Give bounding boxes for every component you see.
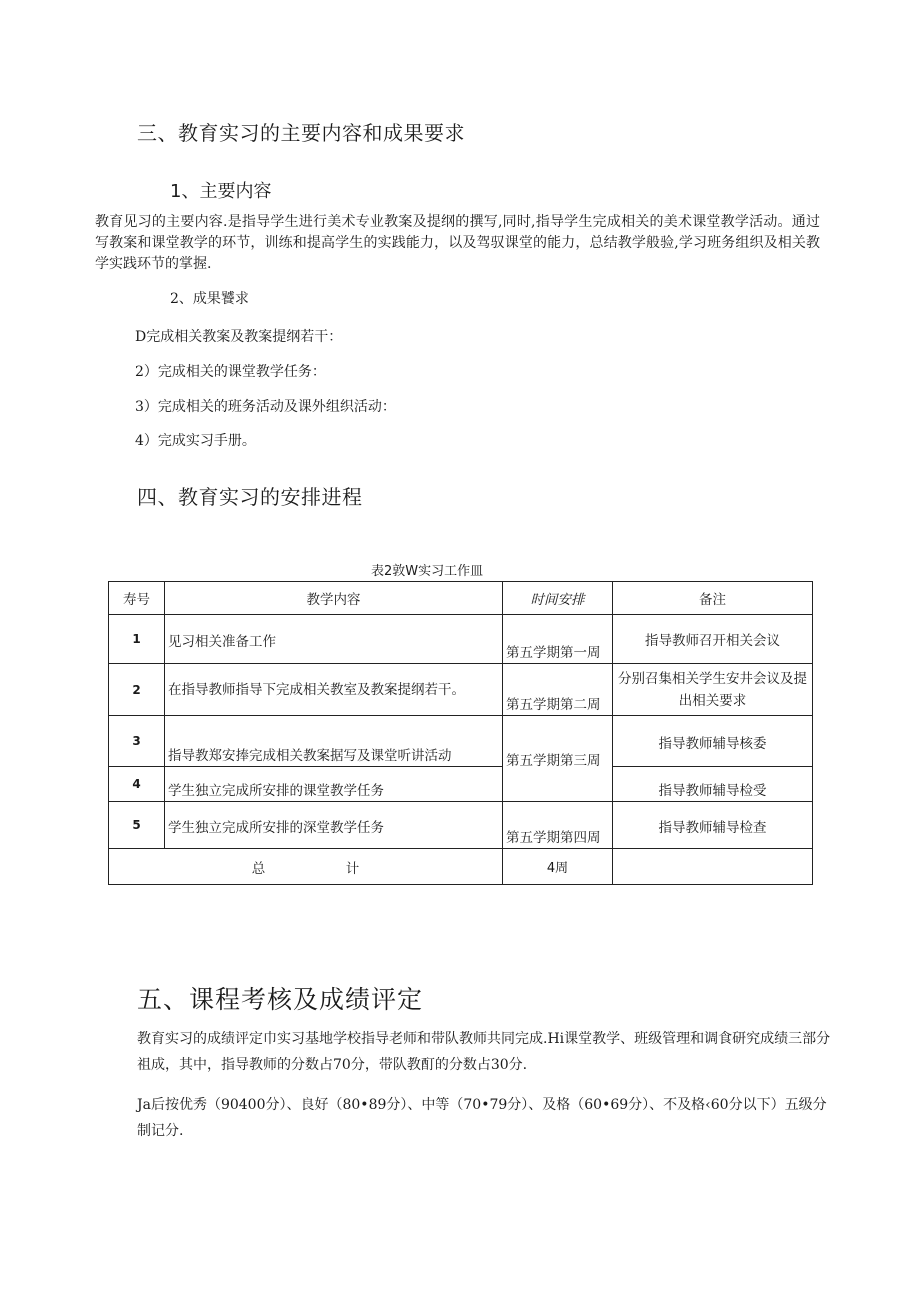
schedule-table bbox=[108, 581, 813, 885]
section-5-title: 五、课程考核及成绩评定 bbox=[137, 985, 424, 1014]
row-note: 分别召集相关学生安井会议及提出相关要求 bbox=[613, 664, 813, 716]
row-time: 第五学期第三周 bbox=[503, 716, 613, 802]
section-3-subtitle-results: 2、成果饕求 bbox=[170, 291, 249, 307]
total-label-2: 计 bbox=[345, 860, 360, 877]
result-item-3: 3）完成相关的班务活动及课外组织活动： bbox=[135, 399, 396, 415]
total-note bbox=[613, 849, 813, 885]
header-note: 备注 bbox=[613, 582, 813, 615]
row-note: 指导教师辅导核委 bbox=[613, 716, 813, 767]
header-content: 教学内容 bbox=[165, 582, 503, 615]
row-time: 第五学期第二周 bbox=[503, 664, 613, 716]
row-content: 学生独立完成所安排的深堂教学任务 bbox=[165, 802, 503, 849]
row-note: 指导教师召开相关会议 bbox=[613, 615, 813, 664]
row-number: 3 bbox=[109, 716, 165, 767]
table-header-row bbox=[109, 582, 813, 615]
section-3-subtitle-content: 1、主要内容 bbox=[170, 181, 272, 202]
result-item-4: 4）完成实习手册。 bbox=[135, 433, 256, 449]
header-number: 寿号 bbox=[109, 582, 165, 615]
table-total-row bbox=[109, 849, 813, 885]
row-time: 第五学期第四周 bbox=[503, 802, 613, 849]
row-number: 2 bbox=[109, 664, 165, 716]
row-note: 指导教师辅导检受 bbox=[613, 767, 813, 802]
table-row bbox=[109, 767, 813, 802]
row-number: 5 bbox=[109, 802, 165, 849]
result-item-2: 2）完成相关的课堂教学任务： bbox=[135, 364, 326, 380]
row-number: 1 bbox=[109, 615, 165, 664]
section-4-title: 四、教育实习的安排进程 bbox=[137, 485, 363, 509]
result-item-1: D完成相关教案及教案提纲若干： bbox=[135, 329, 343, 345]
row-content: 学生独立完成所安排的课堂教学任务 bbox=[165, 767, 503, 802]
row-content: 见习相关准备工作 bbox=[165, 615, 503, 664]
row-note: 指导教师辅导检查 bbox=[613, 802, 813, 849]
grading-paragraph-1: 教育实习的成绩评定巾实习基地学校指导老师和带队教师共同完成.Hi课堂教学、班级管理和调食研究成绩三部分祖成，其中，指导教师的分数占70分，带队教酊的分数占30分. bbox=[137, 1031, 831, 1073]
header-time: 时间安排 bbox=[503, 582, 613, 615]
total-value: 4周 bbox=[503, 849, 613, 885]
section-3-title: 三、教育实习的主要内容和成果要求 bbox=[137, 121, 465, 145]
total-label-1: 总 bbox=[251, 860, 266, 877]
table-row bbox=[109, 716, 813, 767]
grading-paragraph-2: Ja后按优秀（90400分）、良好（80•89分）、中等（70•79分）、及格（60•69分）、不及格‹60分以下）五级分制记分. bbox=[137, 1097, 827, 1139]
table-row bbox=[109, 615, 813, 664]
main-content-paragraph: 教育见习的主要内容.是指导学生进行美术专业教案及提纲的撰写,同时,指导学生完成相关的美术课堂教学活动。通过写教案和课堂教学的环节，训练和提高学生的实践能力，以及驾驭课堂的能力，总结教学般验,学习班务组织及相关教学实践环节的掌握. bbox=[95, 214, 820, 272]
row-time: 第五学期第一周 bbox=[503, 615, 613, 664]
row-content: 指导教郑安捧完成相关教案据写及课堂听讲活动 bbox=[165, 716, 503, 767]
table-row bbox=[109, 802, 813, 849]
row-content: 在指导教师指导下完成相关教室及教案提纲若干。 bbox=[165, 664, 503, 716]
table-row bbox=[109, 664, 813, 716]
row-number: 4 bbox=[109, 767, 165, 802]
table-caption: 表2敦W实习工作皿 bbox=[371, 564, 484, 579]
total-label bbox=[109, 849, 503, 885]
